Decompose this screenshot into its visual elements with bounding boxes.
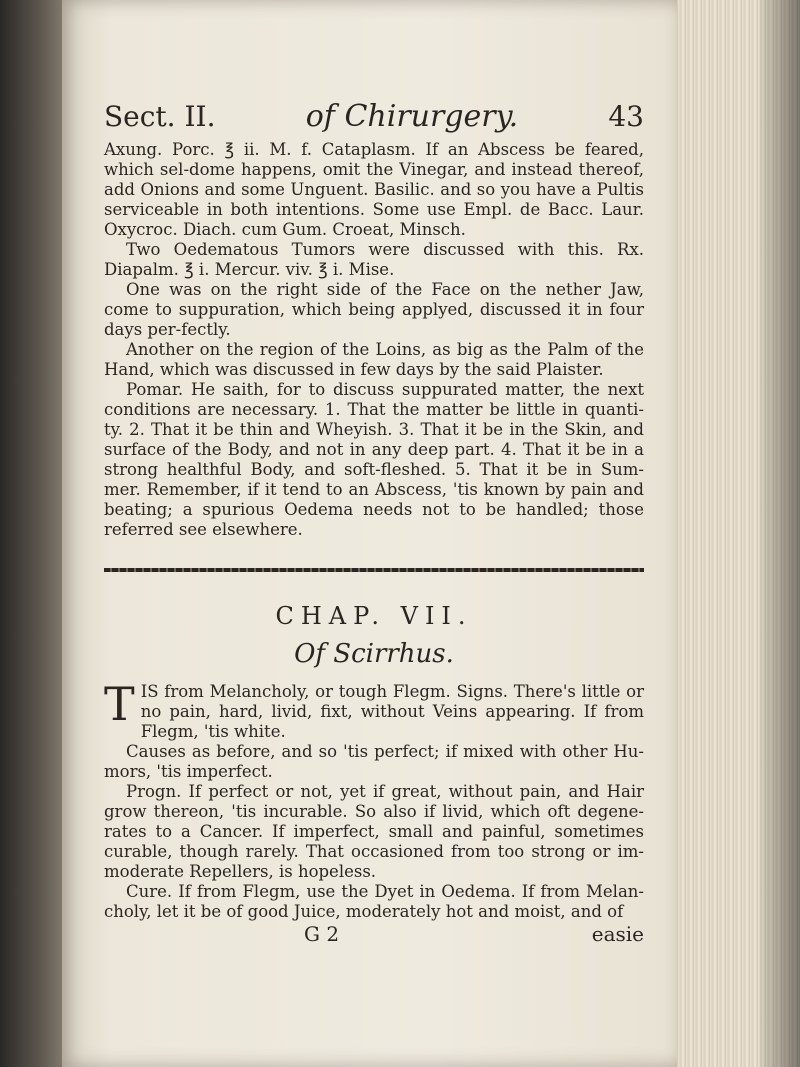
paragraph-causes: Causes as before, and so 'tis perfect; if mixed with other Hu-mors, 'tis imperfect. xyxy=(104,742,644,781)
paragraph-pomar: Pomar. He saith, for to discuss suppurated matter, the next conditions are necessary. 1. That the matter be little in quanti-ty. 2. That it be thin and Wheyish. 3. That it be in the Skin, and surface of the Body, and not in any deep part. 4. That it be in a strong healthful Body, and soft-fleshed. 5. That it be in Sum-mer. Remember, if it tend to an Abscess, 'tis known by pain and beating; a spurious Oedema needs not to be handled; those referred see elsewhere. xyxy=(104,380,644,539)
ornamental-rule xyxy=(104,568,644,572)
running-title: of Chirurgery. xyxy=(305,99,519,134)
paragraph-scirrhus-intro xyxy=(104,677,644,742)
paragraph-prognosis: Progn. If perfect or not, yet if great, without pain, and Hair grow thereon, 'tis incurable. So also if livid, which oft degene-rates to a Cancer. If imperfect, small and painful, sometimes curable, though rarely. That occasioned from too strong or im-moderate Repellers, is hopeless. xyxy=(104,782,644,881)
running-head xyxy=(104,100,644,134)
signature-mark: G 2 xyxy=(304,922,340,946)
book-gutter-shadow xyxy=(0,0,70,1067)
catchword: easie xyxy=(591,922,644,946)
paragraph-cure: Cure. If from Flegm, use the Dyet in Oedema. If from Melan-choly, let it be of good Juice, moderately hot and moist, and of xyxy=(104,882,644,921)
page-number: 43 xyxy=(608,100,644,133)
paragraph-face: One was on the right side of the Face on the nether Jaw, come to suppuration, which being applyed, discussed it in four days per-fectly. xyxy=(104,280,644,339)
chapter-subtitle: Of Scirrhus. xyxy=(294,639,454,669)
page-footer xyxy=(104,924,644,944)
chapter-heading: CHAP. VII. xyxy=(275,602,473,630)
intro-text: IS from Melancholy, or tough Flegm. Signs. There's little or no pain, hard, livid, fixt, without Veins appearing. If from Flegm, 'tis white. xyxy=(140,682,644,741)
book-page-edges xyxy=(670,0,800,1067)
drop-cap: T xyxy=(104,677,135,731)
page-content xyxy=(104,100,644,944)
paragraph-axung: Axung. Porc. ℥ ii. M. f. Cataplasm. If an Abscess be feared, which sel-dome happens, omit the Vinegar, and instead thereof, add Onions and some Unguent. Basilic. and so you have a Pultis serviceable in both intentions. Some use Empl. de Bacc. Laur. Oxycroc. Diach. cum Gum. Croeat, Minsch. xyxy=(104,140,644,239)
paragraph-oedematous: Two Oedematous Tumors were discussed with this. Rx. Diapalm. ℥ i. Mercur. viv. ℥ i. Mise. xyxy=(104,240,644,279)
book-page xyxy=(62,0,677,1067)
section-label: Sect. II. xyxy=(104,100,216,133)
paragraph-loins: Another on the region of the Loins, as big as the Palm of the Hand, which was discussed in few days by the said Plaister. xyxy=(104,340,644,379)
